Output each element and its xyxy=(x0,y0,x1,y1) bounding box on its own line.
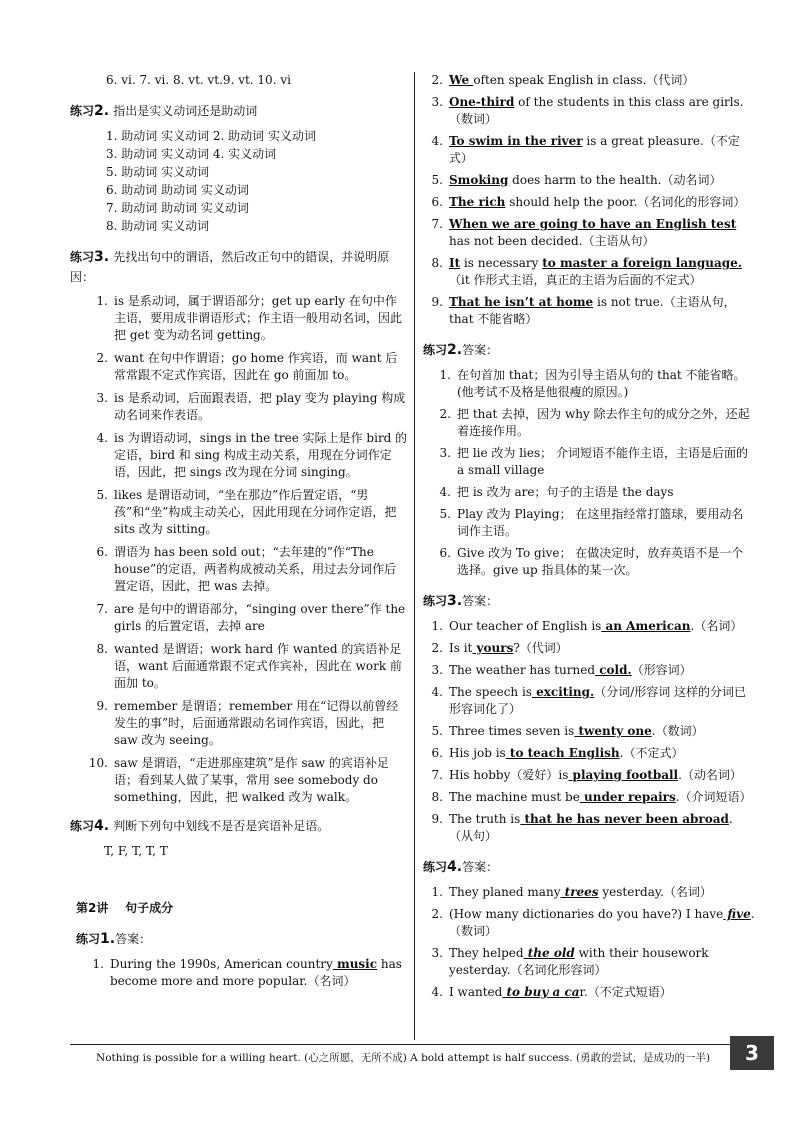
list-item: 6. 助动词 助动词 实义动词 xyxy=(106,183,249,197)
list-item xyxy=(423,789,755,806)
item-number: 2. xyxy=(439,407,451,421)
item-number: 10. xyxy=(88,756,108,770)
list-item xyxy=(423,294,755,328)
list-item: 8. 助动词 实义动词 xyxy=(106,219,210,233)
item-number: 7. xyxy=(431,217,443,231)
item-text: 谓语为 has been sold out；“去年建的”作“The house”的定语，两者构成被动关系，用过去分词作后置定语，因此，把 was 去掉。 xyxy=(114,545,397,593)
item-number: 5. xyxy=(431,724,443,738)
item-text: wanted 是谓语；work hard 作 wanted 的宾语补足语，want 后面通常跟不定式作宾补，因此在 work 前面加 to。 xyxy=(114,642,402,690)
item-text: Give 改为 To give； 在做决定时，放弃英语不是一个选择。give up 指具体的某一次。 xyxy=(457,546,744,577)
list-item xyxy=(431,367,755,401)
r-exercise4-section xyxy=(423,859,755,1001)
item-text-pre: Is it xyxy=(449,641,473,655)
underlined-answer: When we are going to have an English test xyxy=(449,217,737,231)
underlined-answer: twenty one xyxy=(574,724,652,738)
underlined-answer: We xyxy=(449,73,474,87)
exercise-label: 练习 xyxy=(423,594,448,608)
list-item xyxy=(423,72,755,89)
underlined-answer: It xyxy=(449,256,461,270)
list-item xyxy=(423,255,755,289)
item-number: 4. xyxy=(431,685,443,699)
underlined-answer: music xyxy=(332,957,378,971)
item-number: 2. xyxy=(431,907,443,921)
item-text-post: has become more and more popular.（名词） xyxy=(110,957,402,988)
item-number: 8. xyxy=(431,256,443,270)
exercise-label: 练习 xyxy=(76,932,101,946)
item-text xyxy=(449,72,755,89)
item-text-pre: Our teacher of English is xyxy=(449,619,602,633)
exercise-label: 练习 xyxy=(70,819,95,833)
item-text-post: of the students in this class are girls.（数词） xyxy=(449,95,744,126)
list-item xyxy=(423,884,755,901)
item-text: is 是系动词，属于谓语部分；get up early 在句中作主语，要用成非谓语形式；作主语一般用动名词，因此把 get 变为动名词 getting。 xyxy=(114,294,403,342)
exercise-number: 3. xyxy=(447,593,463,609)
underlined-answer: an American xyxy=(601,619,691,633)
item-text-post: （形容词） xyxy=(631,663,692,677)
exercise-title: 先找出句中的谓语，然后改正句中的错误，并说明原因： xyxy=(70,250,390,284)
item-text-post: r.（不定式短语） xyxy=(579,985,672,999)
list-item xyxy=(431,484,755,501)
item-text xyxy=(449,723,755,740)
underlined-answer: That he isn’t at home xyxy=(449,295,594,309)
exercise-title: 答案： xyxy=(115,932,152,946)
item-text-post: has not been decided.（主语从句） xyxy=(449,234,655,248)
list-item xyxy=(423,94,755,128)
list-item xyxy=(423,684,755,718)
underlined-answer: to teach English xyxy=(505,746,620,760)
exercise-number: 2. xyxy=(447,342,463,358)
exercise2-lines xyxy=(70,128,408,235)
item-text xyxy=(449,255,755,289)
item-text-pre: During the 1990s, American country xyxy=(110,957,333,971)
item-text: Play 改为 Playing； 在这里指经常打篮球，要用动名词作主语。 xyxy=(457,507,744,538)
exercise3-items xyxy=(70,293,408,806)
list-item xyxy=(423,723,755,740)
item-number: 4. xyxy=(96,431,108,445)
list-item xyxy=(431,406,755,440)
footer-rule xyxy=(70,1044,730,1045)
item-number: 3. xyxy=(439,446,451,460)
lesson-heading xyxy=(76,900,408,917)
r-exercise4-heading xyxy=(423,859,755,876)
item-number: 1. xyxy=(96,294,108,308)
item-text-post: .（名词） xyxy=(690,619,743,633)
exercise-label: 练习 xyxy=(70,104,95,118)
r-exercise2-heading xyxy=(423,342,755,359)
lesson2-exercise1-heading xyxy=(70,931,408,948)
item-text-pre: The speech is xyxy=(449,685,532,699)
item-number: 3. xyxy=(431,663,443,677)
underlined-answer: the old xyxy=(523,946,575,960)
exercise-label: 练习 xyxy=(423,860,448,874)
list-item xyxy=(88,698,408,749)
r-exercise4-items xyxy=(423,884,755,1001)
item-number: 7. xyxy=(431,768,443,782)
lesson-title: 第2讲 xyxy=(76,901,109,915)
item-text xyxy=(449,884,755,901)
item-number: 9. xyxy=(431,812,443,826)
item-text xyxy=(449,194,755,211)
list-item: 7. 助动词 助动词 实义动词 xyxy=(106,201,249,215)
item-number: 2. xyxy=(96,351,108,365)
item-text-pre: His job is xyxy=(449,746,506,760)
item-text: saw 是谓语，“走进那座建筑”是作 saw 的宾语补足语；看到某人做了某事，常用 see somebody do something，因此，把 walked 改为 walk。 xyxy=(114,756,389,804)
item-text-post: yesterday.（名词） xyxy=(598,885,712,899)
exercise2-section xyxy=(70,103,408,235)
underlined-answer: yours xyxy=(472,641,514,655)
item-number: 7. xyxy=(96,602,108,616)
item-text xyxy=(449,618,755,635)
item-number: 9. xyxy=(431,295,443,309)
item-text xyxy=(449,216,755,250)
r-exercise3-section xyxy=(423,593,755,845)
exercise-title: 判断下列句中划线不是否是宾语补足语。 xyxy=(113,819,330,833)
list-item xyxy=(423,662,755,679)
exercise-title: 答案： xyxy=(462,343,499,357)
item-text-pre: They planed many xyxy=(449,885,561,899)
underlined-answer: Smoking xyxy=(449,173,509,187)
list-item xyxy=(88,544,408,595)
item-text xyxy=(449,662,755,679)
underlined-answer: playing football xyxy=(568,768,679,782)
item-number: 1. xyxy=(431,885,443,899)
column-divider xyxy=(414,72,415,1040)
list-item xyxy=(423,618,755,635)
item-number: 4. xyxy=(431,985,443,999)
item-text xyxy=(449,172,755,189)
right-column xyxy=(423,72,755,1011)
exercise-label: 练习 xyxy=(423,343,448,357)
list-item xyxy=(423,133,755,167)
item-text-pre: (How many dictionaries do you have?) I have xyxy=(449,907,724,921)
exercise2-heading xyxy=(70,103,408,120)
item-number: 5. xyxy=(439,507,451,521)
lesson2-exercise1-section xyxy=(70,931,408,990)
item-text xyxy=(449,745,755,762)
item-text-post: .（数词） xyxy=(449,907,755,938)
item-text-post: .（不定式） xyxy=(619,746,684,760)
item-text-pre: The truth is xyxy=(449,812,521,826)
exercise-number: 3. xyxy=(94,249,110,265)
page-number: 3 xyxy=(730,1036,774,1070)
list-item xyxy=(423,745,755,762)
r-exercise3-items xyxy=(423,618,755,845)
item-text-post: .（介词短语） xyxy=(675,790,752,804)
item-text: want 在句中作谓语；go home 作宾语，而 want 后常常跟不定式作宾语，因此在 go 前面加 to。 xyxy=(114,351,398,382)
exercise-number: 4. xyxy=(94,818,110,834)
item-number: 5. xyxy=(431,173,443,187)
list-item: 5. 助动词 实义动词 xyxy=(106,165,210,179)
item-text: likes 是谓语动词，“坐在那边”作后置定语，“男孩”和“坐”构成主动关心，因此用现在分词作定语，把 sits 改为 sitting。 xyxy=(114,488,397,536)
list-item xyxy=(423,984,755,1001)
list-item xyxy=(423,767,755,784)
exercise4-heading xyxy=(70,818,408,835)
footer-quote: Nothing is possible for a willing heart. (心之所愿，无所不成) A bold attempt is half success. (勇敢的尝试，是成功的一半) xyxy=(96,1052,711,1064)
underlined-answer: cold. xyxy=(595,663,632,677)
list-item xyxy=(431,445,755,479)
underlined-answer: trees xyxy=(560,885,599,899)
list-item xyxy=(88,350,408,384)
exercise-title: 指出是实义动词还是助动词 xyxy=(113,104,258,118)
r-exercise2-items xyxy=(423,367,755,579)
item-text-pre: The weather has turned xyxy=(449,663,596,677)
item-number: 8. xyxy=(431,790,443,804)
item-number: 1. xyxy=(431,619,443,633)
item-number: 6. xyxy=(431,195,443,209)
item-text xyxy=(449,945,755,979)
exercise-number: 2. xyxy=(94,103,110,119)
item-number: 3. xyxy=(431,946,443,960)
item-number: 2. xyxy=(431,641,443,655)
r-exercise2-section xyxy=(423,342,755,579)
item-text xyxy=(449,684,755,718)
item-text-pre: His hobby（爱好）is xyxy=(449,768,569,782)
exercise-title: 答案： xyxy=(462,594,499,608)
item-text-pre: They helped xyxy=(449,946,524,960)
list-item xyxy=(423,172,755,189)
item-text xyxy=(449,294,755,328)
left-column xyxy=(70,72,408,1000)
item-text-post: should help the poor.（名词化的形容词） xyxy=(505,195,746,209)
item-text xyxy=(449,767,755,784)
item-text-post: .（数词） xyxy=(651,724,704,738)
item-text-mid: is necessary xyxy=(460,256,543,270)
item-text-post: （分词/形容词 这样的分词已形容词化了） xyxy=(449,685,747,716)
item-text: 在句首加 that；因为引导主语从句的 that 不能省略。(他考试不及格是他很瘦的原因。) xyxy=(457,368,746,399)
item-text-post: ?（代词） xyxy=(513,641,568,655)
exercise1-continued-items xyxy=(423,72,755,328)
item-text: are 是句中的谓语部分，“singing over there”作 the girls 的后置定语，去掉 are xyxy=(114,602,406,633)
item-text: 把 is 改为 are；句子的主语是 the days xyxy=(457,485,674,499)
item-number: 9. xyxy=(96,699,108,713)
item-text xyxy=(449,789,755,806)
r-exercise3-heading xyxy=(423,593,755,610)
lesson-subtitle: 句子成分 xyxy=(125,901,174,915)
item-number: 6. xyxy=(439,546,451,560)
list-item xyxy=(88,601,408,635)
underlined-answer: To swim in the river xyxy=(449,134,583,148)
item-text: 把 lie 改为 lies； 介词短语不能作主语，主语是后面的 a small village xyxy=(457,446,748,477)
list-item xyxy=(88,390,408,424)
list-item xyxy=(88,755,408,806)
item-number: 5. xyxy=(96,488,108,502)
item-number: 6. xyxy=(96,545,108,559)
item-text-post: with their housework yesterday.（名词化形容词） xyxy=(449,946,709,977)
exercise-label: 练习 xyxy=(70,250,95,264)
item-text: 把 that 去掉，因为 why 除去作主句的成分之外，还起着连接作用。 xyxy=(457,407,750,438)
item-number: 4. xyxy=(439,485,451,499)
list-item xyxy=(423,945,755,979)
item-number: 2. xyxy=(431,73,443,87)
underlined-answer: One-third xyxy=(449,95,515,109)
list-item xyxy=(423,216,755,250)
underlined-answer: five xyxy=(723,907,751,921)
underlined-answer: that he has never been abroad xyxy=(520,812,729,826)
exercise3-section xyxy=(70,247,408,806)
item-text xyxy=(449,906,755,940)
item-number: 4. xyxy=(431,134,443,148)
list-item xyxy=(88,641,408,692)
exercise4-section xyxy=(70,818,408,860)
exercise3-heading xyxy=(70,247,408,287)
item-number: 6. xyxy=(431,746,443,760)
item-text-post: （it 作形式主语，真正的主语为后面的不定式） xyxy=(449,273,702,287)
item-text-pre: I wanted xyxy=(449,985,503,999)
item-text-post: often speak English in class.（代词） xyxy=(473,73,695,87)
item-text-post: is not true.（主语从句，that 不能省略） xyxy=(449,295,736,326)
item-text xyxy=(110,956,408,990)
list-item xyxy=(88,293,408,344)
list-item: 1. 助动词 实义动词 2. 助动词 实义动词 xyxy=(106,129,316,143)
list-item xyxy=(88,430,408,481)
exercise4-answer: T, F, T, T, T xyxy=(104,844,168,858)
item-text xyxy=(449,984,755,1001)
item-text xyxy=(449,133,755,167)
list-item xyxy=(423,811,755,845)
underlined-answer: to buy a ca xyxy=(502,985,580,999)
item-text xyxy=(449,811,755,845)
item-text: is 为谓语动词，sings in the tree 实际上是作 bird 的定语，bird 和 sing 构成主动关系，用现在分词作定语，因此，把 sings 改为现在分词 singing。 xyxy=(114,431,408,479)
item-text-pre: The machine must be xyxy=(449,790,580,804)
item-number: 3. xyxy=(431,95,443,109)
item-text-post: .（从句） xyxy=(449,812,733,843)
list-item xyxy=(431,506,755,540)
exercise1-answers-line: 6. vi. 7. vi. 8. vt. vt.9. vt. 10. vi xyxy=(106,73,291,87)
item-number: 8. xyxy=(96,642,108,656)
underlined-answer: to master a foreign language. xyxy=(542,256,742,270)
item-text: remember 是谓语；remember 用在“记得以前曾经发生的事”时，后面通常跟动名词作宾语，因此，把 saw 改为 seeing。 xyxy=(114,699,399,747)
list-item xyxy=(88,487,408,538)
item-text-post: does harm to the health.（动名词） xyxy=(508,173,722,187)
exercise-title: 答案： xyxy=(462,860,499,874)
item-number: 1. xyxy=(92,957,104,971)
list-item: 3. 助动词 实义动词 4. 实义动词 xyxy=(106,147,277,161)
underlined-answer: under repairs xyxy=(579,790,676,804)
item-number: 3. xyxy=(96,391,108,405)
exercise-number: 1. xyxy=(100,931,116,947)
item-text xyxy=(449,94,755,128)
list-item xyxy=(423,906,755,940)
list-item xyxy=(70,956,408,990)
item-text-post: .（动名词） xyxy=(678,768,742,782)
list-item xyxy=(431,545,755,579)
item-text: is 是系动词，后面跟表语，把 play 变为 playing 构成动名词来作表语。 xyxy=(114,391,406,422)
item-number: 1. xyxy=(439,368,451,382)
list-item xyxy=(423,194,755,211)
list-item xyxy=(423,640,755,657)
underlined-answer: The rich xyxy=(449,195,506,209)
item-text xyxy=(449,640,755,657)
item-text-pre: Three times seven is xyxy=(449,724,575,738)
item-text-post: is a great pleasure.（不定式） xyxy=(449,134,740,165)
underlined-answer: exciting. xyxy=(531,685,595,699)
exercise-number: 4. xyxy=(447,859,463,875)
